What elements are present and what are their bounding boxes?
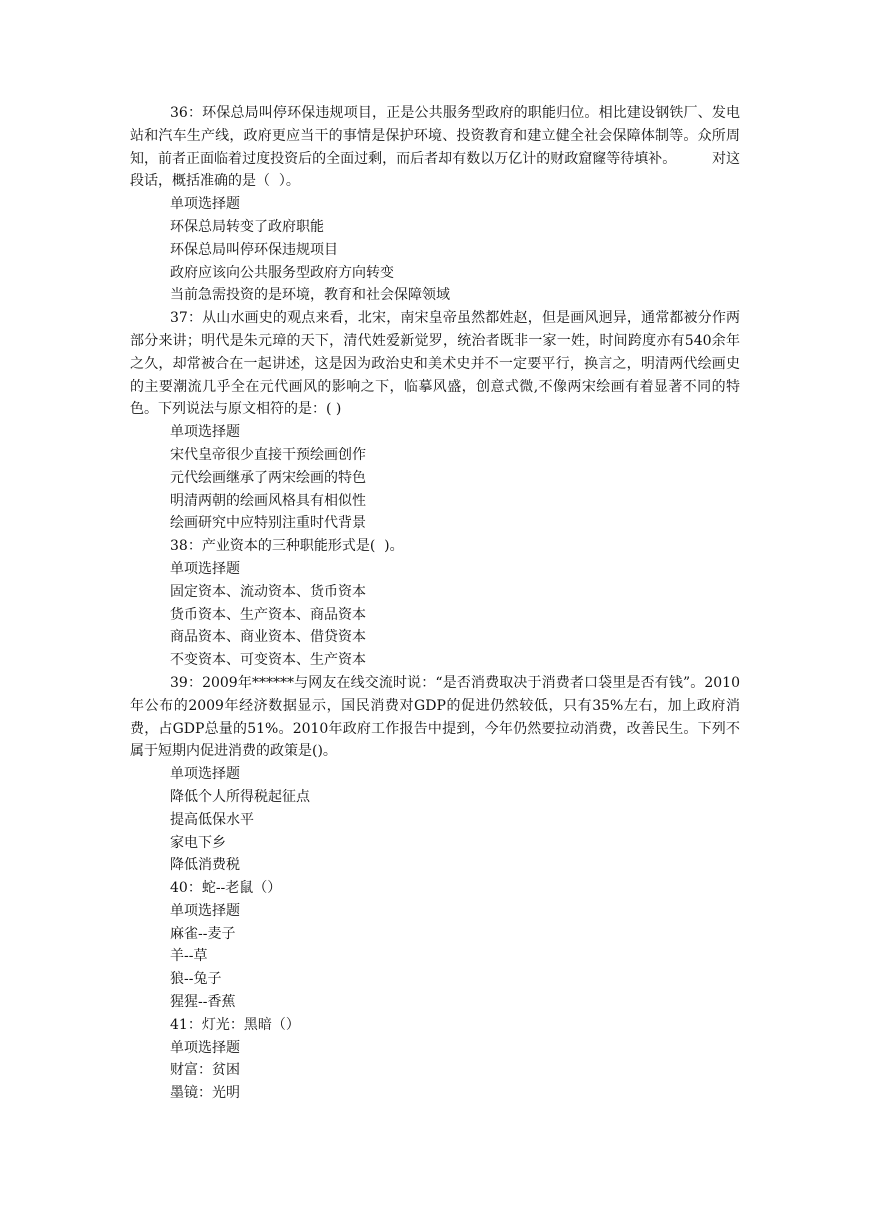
answer-option: 墨镜：光明 (170, 1085, 240, 1102)
answer-option: 财富：贫困 (170, 1062, 240, 1079)
question-stem: 40：蛇--老鼠（） (170, 880, 282, 897)
answer-option: 猩猩--香蕉 (170, 994, 236, 1011)
answer-option: 家电下乡 (170, 834, 226, 851)
question-type-label: 单项选择题 (170, 1039, 240, 1056)
question-39 (130, 672, 740, 877)
answer-option: 麻雀--麦子 (170, 925, 236, 942)
answer-option: 羊--草 (170, 948, 208, 965)
answer-option: 降低消费税 (170, 857, 240, 874)
question-type-label: 单项选择题 (170, 424, 240, 441)
question-type-label: 单项选择题 (170, 902, 240, 919)
answer-option: 固定资本、流动资本、货币资本 (170, 583, 366, 600)
question-type-label: 单项选择题 (170, 560, 240, 577)
answer-option: 绘画研究中应特别注重时代背景 (170, 515, 366, 532)
answer-option: 当前急需投资的是环境，教育和社会保障领域 (170, 287, 450, 304)
question-38 (130, 535, 740, 672)
question-41 (130, 1014, 740, 1105)
answer-option: 政府应该向公共服务型政府方向转变 (170, 264, 394, 281)
question-37 (130, 307, 740, 535)
answer-option: 明清两朝的绘画风格具有相似性 (170, 492, 366, 509)
question-36 (130, 102, 740, 307)
question-40 (130, 877, 740, 1014)
question-stem: 38：产业资本的三种职能形式是( )。 (170, 538, 404, 555)
answer-option: 不变资本、可变资本、生产资本 (170, 652, 366, 669)
question-stem: 37：从山水画史的观点来看，北宋，南宋皇帝虽然都姓赵，但是画风迥异，通常都被分作两部分来讲；明代是朱元璋的天下，清代姓爱新觉罗，统治者既非一家一姓，时间跨度亦有540余年之久，却常被合在一起讲述，这是因为政治史和美术史并不一定要平行，换言之，明清两代绘画史的主要潮流几乎全在元代画风的影响之下，临摹风盛，创意式微,不像两宋绘画有着显著不同的特色。下列说法与原文相符的是：( ) (130, 310, 740, 418)
answer-option: 环保总局叫停环保违规项目 (170, 241, 338, 258)
question-type-label: 单项选择题 (170, 766, 240, 783)
answer-option: 元代绘画继承了两宋绘画的特色 (170, 469, 366, 486)
question-stem: 41：灯光：黑暗（） (170, 1016, 300, 1033)
answer-option: 商品资本、商业资本、借贷资本 (170, 629, 366, 646)
answer-option: 货币资本、生产资本、商品资本 (170, 606, 366, 623)
exam-question-list (130, 102, 740, 1105)
question-stem: 36：环保总局叫停环保违规项目，正是公共服务型政府的职能归位。相比建设钢铁厂、发电站和汽车生产线，政府更应当干的事情是保护环境、投资教育和建立健全社会保障体制等。众所周知，前者正面临着过度投资后的全面过剩，而后者却有数以万亿计的财政窟窿等待填补。 对这段话，概括准确的是（ ）。 (130, 105, 740, 190)
question-stem: 39：2009年******与网友在线交流时说：“是否消费取决于消费者口袋里是否有钱”。2010年公布的2009年经济数据显示，国民消费对GDP的促进仍然较低，只有35%左右，加上政府消费，占GDP总量的51%。2010年政府工作报告中提到，今年仍然要拉动消费，改善民生。下列不属于短期内促进消费的政策是()。 (130, 674, 740, 760)
answer-option: 提高低保水平 (170, 811, 254, 828)
answer-option: 狼--兔子 (170, 971, 222, 988)
answer-option: 降低个人所得税起征点 (170, 788, 310, 805)
answer-option: 环保总局转变了政府职能 (170, 218, 324, 235)
question-type-label: 单项选择题 (170, 196, 240, 213)
answer-option: 宋代皇帝很少直接干预绘画创作 (170, 446, 366, 463)
